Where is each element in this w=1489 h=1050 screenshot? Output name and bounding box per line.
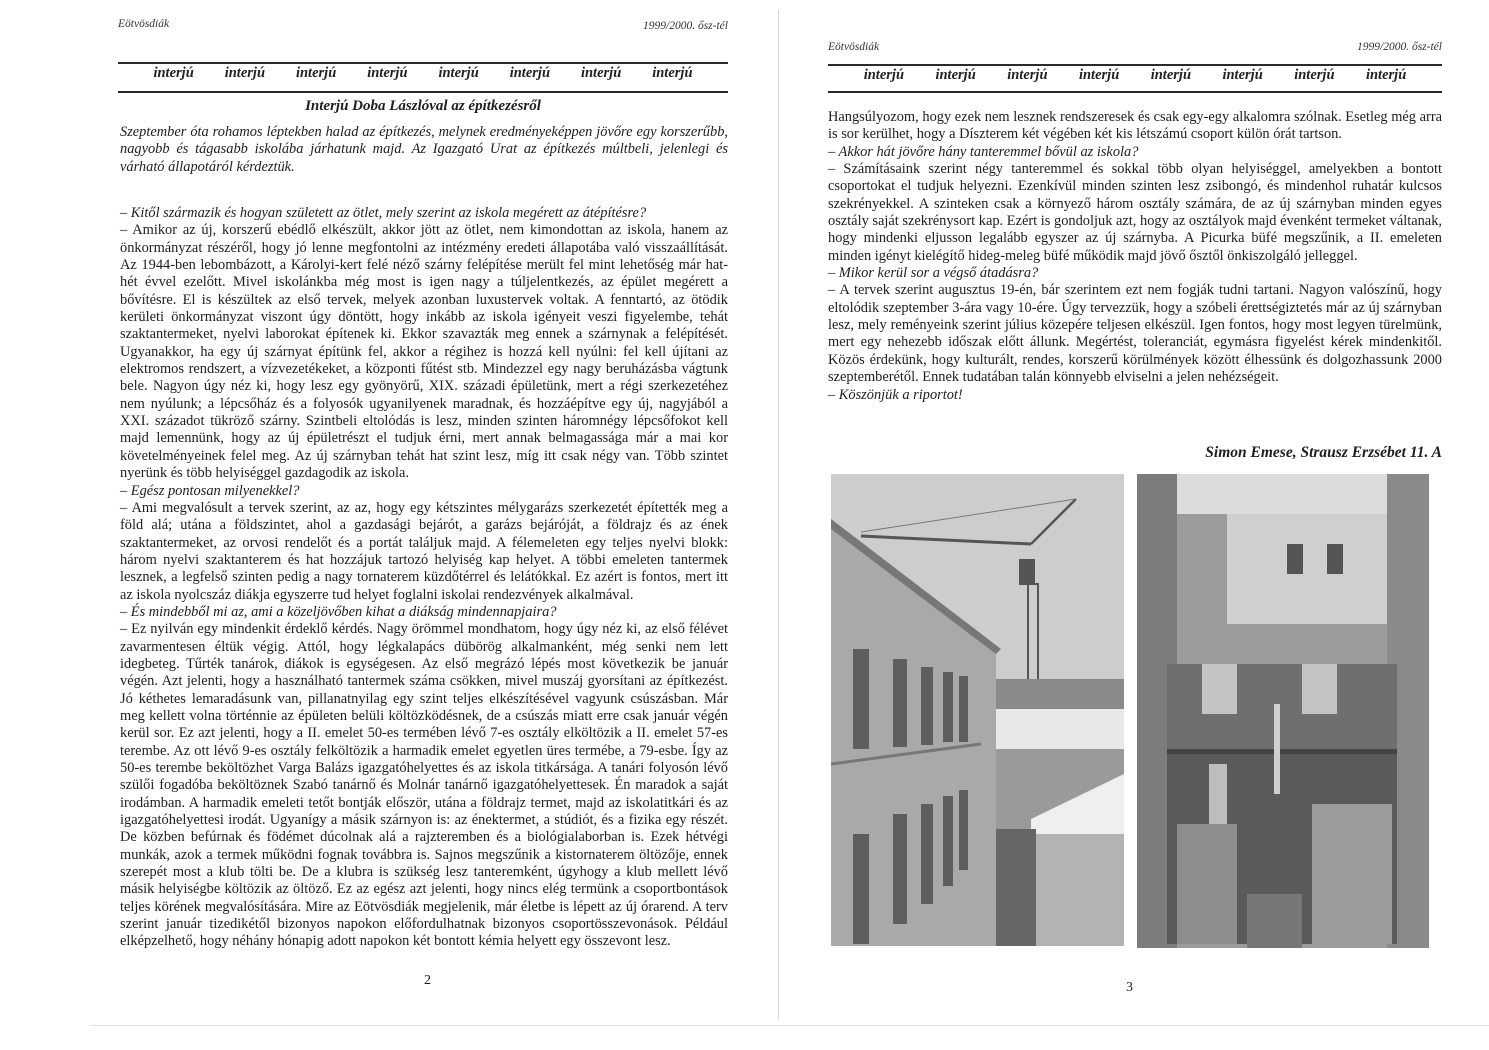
- photo-construction-site: [1137, 474, 1429, 948]
- page-header: [828, 31, 1442, 101]
- page-number: 3: [1126, 980, 1133, 995]
- interview-answer: – A tervek szerint augusztus 19-én, bár szerintem ezt nem fogják tudni tartani. Nagyon valószínű, hogy eltolódik szeptember 3-ára vagy 10-ére. Úgy tervezzük, hogy a szóbeli érettségiztetés már az új szárnyban lesz, mely reményeink szerint július közepére teljesen elkészül. Igen fontos, hogy most legyen türelmünk, mert egy nehezebb időszak előtt állunk. Megértést, toleranciát, egymásra figyelést kérek mindenkitől. Közös érdekünk, hogy kulturált, rendes, korszerű körülmények között élhessünk és dolgozhassunk 2000 szeptemberétől. Ennek tudatában talán könnyebb elviselni a jelen nehézségeit.: [828, 282, 1442, 386]
- section-tag: interjú: [438, 65, 479, 81]
- page-number: 2: [424, 973, 431, 988]
- section-tag: interjú: [580, 65, 622, 81]
- section-tagbar: [828, 67, 1442, 84]
- photo-crane: [831, 474, 1124, 946]
- article-title: Interjú Doba Lászlóval az építkezésről: [305, 98, 541, 114]
- interview-question: – Mikor kerül sor a végső átadásra?: [828, 265, 1039, 282]
- publication-name: Eötvösdiák: [118, 18, 170, 30]
- section-tag: interjú: [295, 65, 337, 81]
- article-byline: Simon Emese, Strausz Erzsébet 11. A: [1205, 444, 1442, 461]
- issue-label: 1999/2000. ősz-tél: [1357, 41, 1442, 53]
- page-header: [118, 10, 728, 100]
- photo-crane-image: [831, 474, 1124, 946]
- interview-answer: – Ez nyilván egy mindenkit érdeklő kérdés. Nagy örömmel mondhatom, hogy úgy néz ki, az első félévet zavarmentesen éltük végig. Attól, hogy légkalapács dübörög alkalmanként, még senki nem lett idegbeteg. Tűrték tanárok, diákok is egységesen. Az első megrázó lépés most következik be január végén. Azt jelenti, hogy a használható tantermek száma csökken, mivel muszáj gyorsítani az építkezést. Jó kéthetes lemaradásunk van, pillanatnyilag egy szint teljes elkészítésével vagyunk csúszásban. Már meg kellett volna történnie az épületen belüli költözködésnek, de a csúszás miatt erre csak január végén kerül sor. Ez azt jelenti, hogy a II. emelet 50-es termében lévő 7-es osztály elköltözik a II. emelet 57-es terembe. Az ott lévő 9-es osztály felköltözik a harmadik emelet egyetlen üres termébe, a 79-esbe. Így az 50-es terembe beköltözhet Varga Balázs igazgatóhelyettes és az iskola titkársága. A tanári folyosón lévő szülői fogadóba beköltöznek Szabó tanárnő és Molnár tanárnő igazgatóhelyettesek. Én maradok a saját irodámban. A harmadik emeleti tetőt bontják először, utána a földrajz termet, majd az iskolatitkári és az igazgatóhelyettesi irodát. Ugyanígy a másik szárnyon is: az énektermet, a stúdiót, és a fizika egy részét. De közben befúrnak és födémet dúcolnak alá a rajzteremben és a biológialaborban is. Ezek hétvégi munkák, azok a termek működni fognak továbbra is. Sajnos megszűnik a kistornaterem öltözője, ennek szerepét most a klub tölti be. De a klubra is szükség lesz tanteremként, úgyhogy a klub mellett lévő másik helyiségbe költözik az öltöző. Ez az egész azt jelenti, hogy nincs elég termünk a csoportbontások teljes körének megvalósítására. Mire az Eötvösdiák megjelenik, már életbe is lépett az új órarend. A terv szerint január tizedikétől bizonyos napokon előfordulhatnak bizonyos csoportösszevonások. Például elképzelhető, hogy néhány hónapig adott napokon két bontott kémia helyett egy összevont lesz.: [120, 621, 728, 950]
- interview-question: – Egész pontosan milyenekkel?: [120, 482, 300, 499]
- header-rule-top: [828, 64, 1442, 66]
- section-tagbar: [118, 65, 728, 82]
- section-tag: interjú: [1078, 67, 1120, 83]
- interview-answer: – Számításaink szerint négy tanteremmel és sokkal több olyan helyiséggel, amelyekben a bontott csoportokat el tudjuk helyezni. Ezenkívül minden szinten lesz zsibongó, és mindenhol ruhatár kulcsos szekrényekkel. A szinteken csak a környező három osztály számára, de az új szárnyban minden egyes osztály saját szekrénysort kap. Ezért is gondoljuk azt, hogy az osztályok majd évenként termeket váltanak, hogy mindenki eljusson legalább egyszer az új szárnyba. A Picurka büfé megszűnik, a II. emeleten minden igényt kielégítő hideg-meleg büfé működik majd jövő ősztől önkiszolgáló jelleggel.: [828, 161, 1442, 264]
- section-tag: interjú: [509, 65, 551, 81]
- section-tag: interjú: [367, 65, 408, 81]
- article-lead: Szeptember óta rohamos léptekben halad az építkezés, melynek eredményeképpen jövőre egy korszerűbb, nagyobb és tágasabb iskolába járhatunk majd. Az Igazgató Urat az építkezés múltbeli, jelenlegi és várható állapotáról kérdeztük.: [120, 124, 728, 175]
- header-rule-bottom: [828, 91, 1442, 93]
- interview-question: – Köszönjük a riportot!: [828, 386, 963, 403]
- interview-answer: – Amikor az új, korszerű ebédlő elkészült, akkor jött az ötlet, nem kimondottan az iskola, hanem az önkormányzat részéről, hogy jó lenne megfontolni az intézmény eredeti állapotába való visszaállítását. Az 1944-ben lebombázott, a Károlyi-kert felé néző szárny felépítése merült fel mint lehetőség már hat-hét évvel ezelőtt. Mivel iskolánkba még most is igen nagy a túljelentkezés, az épület megérett a bővítésre. El is készültek az első tervek, melyek azonban luxustervek voltak. A fenntartó, az ötödik kerületi önkormányzat viszont úgy döntött, hogy inkább az iskola igényeit veszi figyelembe, tehát szaktantermeket, nyelvi laborokat építenek ki. Ekkor szavazták meg ennek a szárnynak a felépítését. Ugyanakkor, ha egy új szárnyat építünk fel, akkor a régihez is hozzá kell nyúlni: fel kell újítani az elektromos rendszert, a vízvezetékeket, a központi fűtést stb. Mindezzel egy nagy beruházásba vágtunk bele. Nagyon úgy néz ki, hogy lesz egy gyönyörű, XIX. századi épületünk, mert a régi szerkezetéhez nem nyúlunk; a lépcsőház és a folyosók ugyanilyenek maradnak, és hozzáépítve egy új, nagyjából a XXI. századot tükröző szárny. Szintbeli eltolódás is lesz, minden szinten háromnégy lépcsőfokot kell majd lemennünk, hogy az új épületrészt el tudjuk érni, mert annak belmagassága már a mai kor követelményeinek felel meg. Az új szárnyban tehát hat szint lesz, míg itt csak négy van. Több szintet nyerünk és több helyiséggel gazdagodik az iskola.: [120, 222, 728, 482]
- section-tag: interjú: [1222, 67, 1263, 83]
- section-tag: interjú: [224, 65, 266, 81]
- article-body-right: [828, 109, 1442, 404]
- photo-construction-image: [1137, 474, 1429, 948]
- section-tag: interjú: [863, 67, 905, 83]
- interview-question: – Akkor hát jövőre hány tanteremmel bővül az iskola?: [828, 143, 1139, 160]
- section-tag: interjú: [1365, 67, 1407, 83]
- header-rule-top: [118, 62, 728, 64]
- article-body-left: [120, 205, 728, 951]
- issue-label: 1999/2000. ősz-tél: [643, 20, 728, 32]
- page-right: [780, 0, 1489, 1030]
- header-rule-bottom: [118, 91, 728, 93]
- interview-question: – És mindebből mi az, ami a közeljövőben kihat a diákság mindennapjaira?: [120, 603, 557, 620]
- interview-answer: Hangsúlyozom, hogy ezek nem lesznek rendszeresek és csak egy-egy alkalomra szólnak. Esetleg még arra is sor kerülhet, hogy a Díszterem két végében két kis létszámú csoport külön órát tartson.: [828, 109, 1442, 143]
- section-tag: interjú: [1150, 67, 1192, 83]
- section-tag: interjú: [1007, 67, 1048, 83]
- interview-question: – Kitől származik és hogyan született az ötlet, mely szerint az iskola megérett az átépítésre?: [120, 205, 647, 221]
- section-tag: interjú: [652, 65, 693, 81]
- section-tag: interjú: [1294, 67, 1335, 83]
- publication-name: Eötvösdiák: [828, 41, 880, 53]
- interview-answer: – Ami megvalósult a tervek szerint, az az, hogy egy kétszintes mélygarázs szerkezetét építették meg a föld alá; utána a földszintet, ahol a gazdasági bejárót, a garázs bejáróját, a földrajz és az ének szaktantermeket, az orvosi rendelőt és a portát találjuk majd. A félemeleten egy teljes nyelvi blokk: három nyelvi szaktanterem és hat hozzájuk tartozó helyiség kap helyet. A többi emeleten tantermek lesznek, a legfelső szinten pedig a nagy tornaterem küzdőtérrel és lelátókkal. Ez azért is fontos, mert itt az iskola nyolcszáz diákja egyszerre tud helyet foglalni iskolai rendezvények alkalmával.: [120, 499, 728, 603]
- section-tag: interjú: [935, 67, 976, 83]
- section-tag: interjú: [153, 65, 194, 81]
